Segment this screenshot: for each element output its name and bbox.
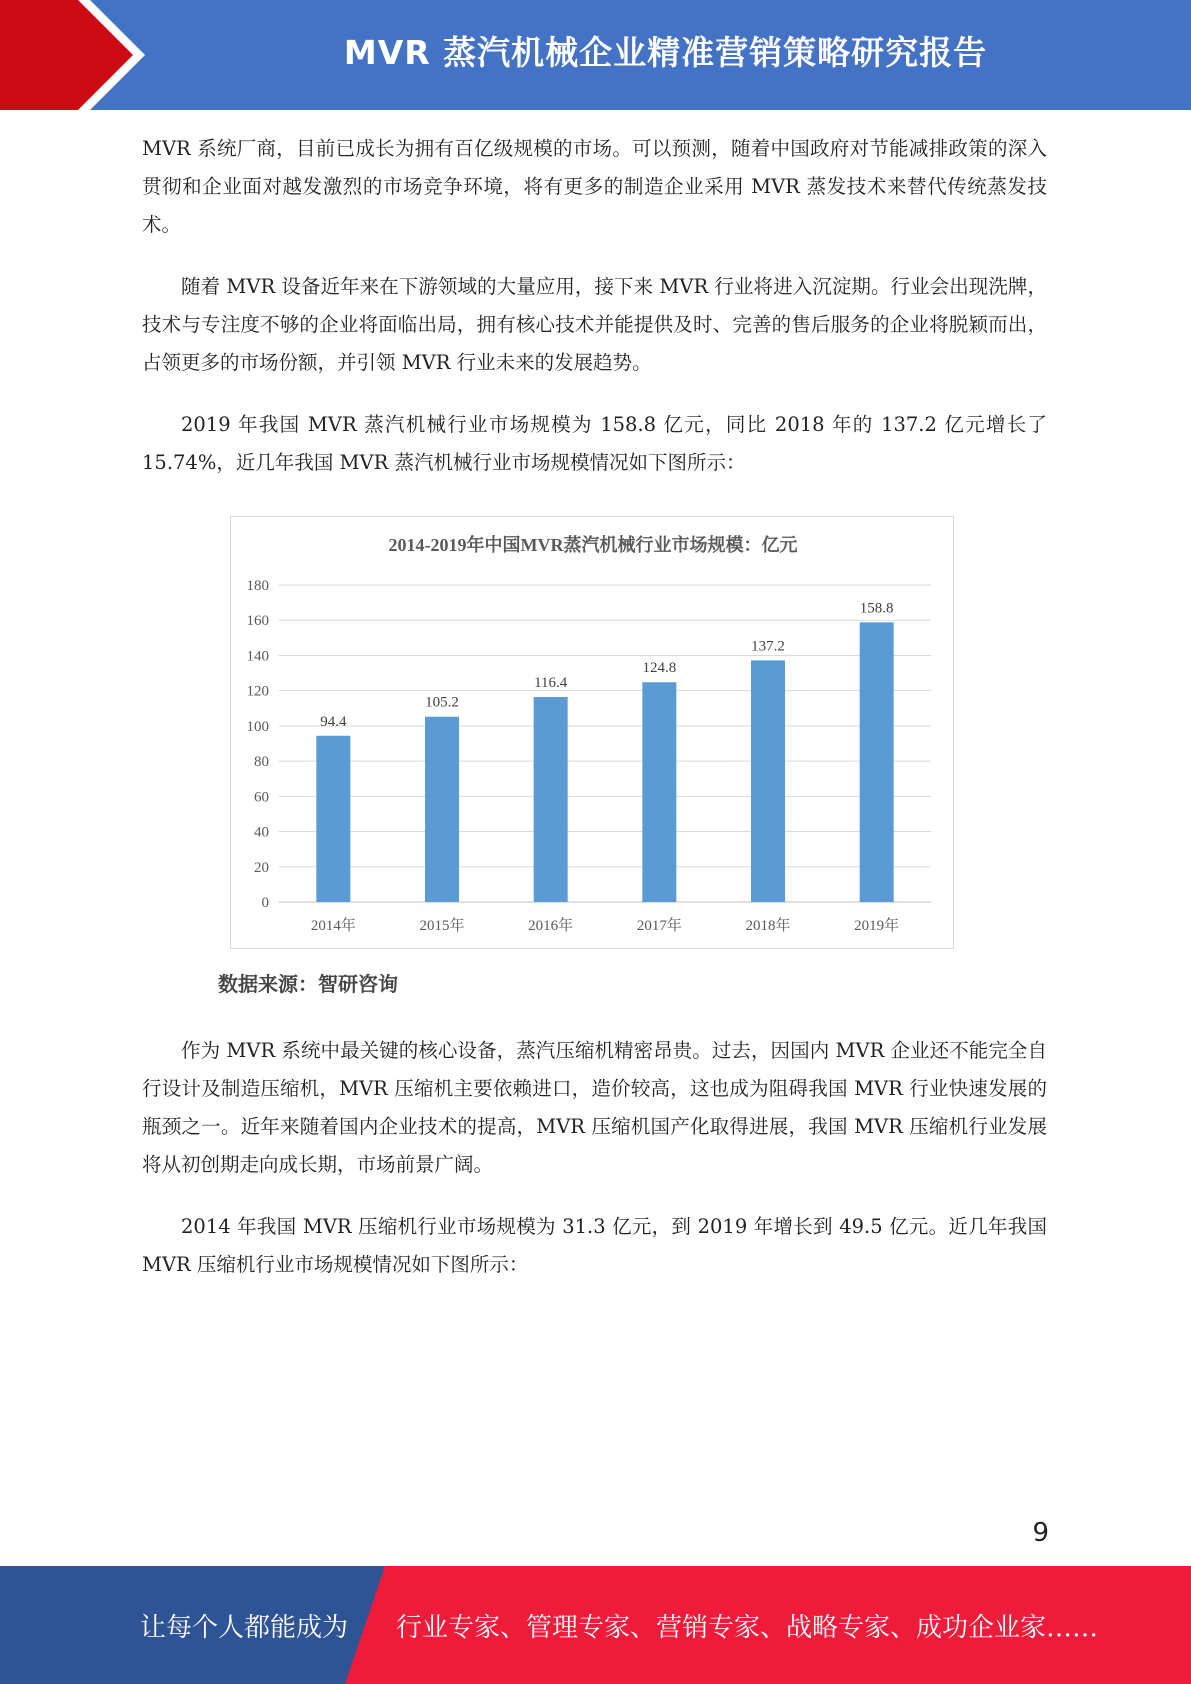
bar xyxy=(425,717,459,902)
x-tick-label: 2016年 xyxy=(528,918,574,934)
data-label: 158.8 xyxy=(859,600,894,617)
x-tick-label: 2018年 xyxy=(745,918,791,934)
data-label: 105.2 xyxy=(425,694,459,711)
data-source: 数据来源：智研咨询 xyxy=(218,972,398,996)
paragraph-5: 2014 年我国 MVR 压缩机行业市场规模为 31.3 亿元，到 2019 年增长到 49.5 亿元。近几年我国 MVR 压缩机行业市场规模情况如下图所示： xyxy=(142,1215,1047,1276)
paragraph-4: 作为 MVR 系统中最关键的核心设备，蒸汽压缩机精密昂贵。过去，因国内 MVR 企业还不能完全自行设计及制造压缩机，MVR 压缩机主要依赖进口，造价较高，这也成为阻碍我国 MVR 行业快速发展的瓶颈之一。近年来随着国内企业技术的提高，MVR 压缩机国产化取得进展，我国 MVR 压缩机行业发展将从初创期走向成长期，市场前景广阔。 xyxy=(142,1039,1047,1176)
report-title: MVR 蒸汽机械企业精准营销策略研究报告 xyxy=(343,33,988,72)
bar xyxy=(642,682,676,902)
bar-chart xyxy=(231,517,955,950)
y-tick-label: 80 xyxy=(254,754,269,771)
page-header xyxy=(0,0,1191,110)
body-content-lower xyxy=(142,1032,1047,1284)
bar xyxy=(860,622,894,902)
header-arrow-icon xyxy=(0,0,150,110)
data-label: 137.2 xyxy=(751,638,785,655)
y-tick-label: 140 xyxy=(246,648,269,665)
body-content xyxy=(142,130,1047,482)
page-number: 9 xyxy=(1032,1518,1049,1548)
y-tick-label: 100 xyxy=(246,718,269,735)
bar xyxy=(751,660,785,902)
y-tick-label: 160 xyxy=(246,613,269,630)
market-size-chart xyxy=(230,516,954,949)
y-tick-label: 180 xyxy=(246,578,269,594)
footer-slogan-left: 让每个人都能成为 xyxy=(140,1613,349,1643)
chart-title: 2014-2019年中国MVR蒸汽机械行业市场规模：亿元 xyxy=(388,535,798,555)
data-label: 94.4 xyxy=(320,713,347,730)
data-label: 124.8 xyxy=(642,660,677,677)
paragraph-3: 2019 年我国 MVR 蒸汽机械行业市场规模为 158.8 亿元，同比 2018 年的 137.2 亿元增长了 15.74%，近几年我国 MVR 蒸汽机械行业市场规模情况如下图所示： xyxy=(142,413,1047,474)
y-tick-label: 0 xyxy=(261,895,269,911)
x-tick-label: 2017年 xyxy=(636,918,682,934)
paragraph-1: MVR 系统厂商，目前已成长为拥有百亿级规模的市场。可以预测，随着中国政府对节能减排政策的深入贯彻和企业面对越发激烈的市场竞争环境，将有更多的制造企业采用 MVR 蒸发技术来替代传统蒸发技术。 xyxy=(142,137,1047,236)
bar xyxy=(316,736,350,902)
y-tick-label: 20 xyxy=(254,859,269,876)
paragraph-2: 随着 MVR 设备近年来在下游领域的大量应用，接下来 MVR 行业将进入沉淀期。行业会出现洗牌，技术与专注度不够的企业将面临出局，拥有核心技术并能提供及时、完善的售后服务的企业将脱颖而出，占领更多的市场份额，并引领 MVR 行业未来的发展趋势。 xyxy=(142,275,1047,374)
y-tick-label: 40 xyxy=(254,824,269,841)
footer-slogan-right: 行业专家、管理专家、营销专家、战略专家、成功企业家…… xyxy=(396,1613,1099,1643)
x-tick-label: 2019年 xyxy=(854,918,900,934)
x-tick-label: 2015年 xyxy=(419,918,465,934)
bar xyxy=(534,697,568,902)
y-tick-label: 60 xyxy=(254,789,269,806)
y-tick-label: 120 xyxy=(246,683,269,700)
data-label: 116.4 xyxy=(534,675,568,692)
x-tick-label: 2014年 xyxy=(310,918,356,934)
page-footer xyxy=(0,1566,1191,1684)
